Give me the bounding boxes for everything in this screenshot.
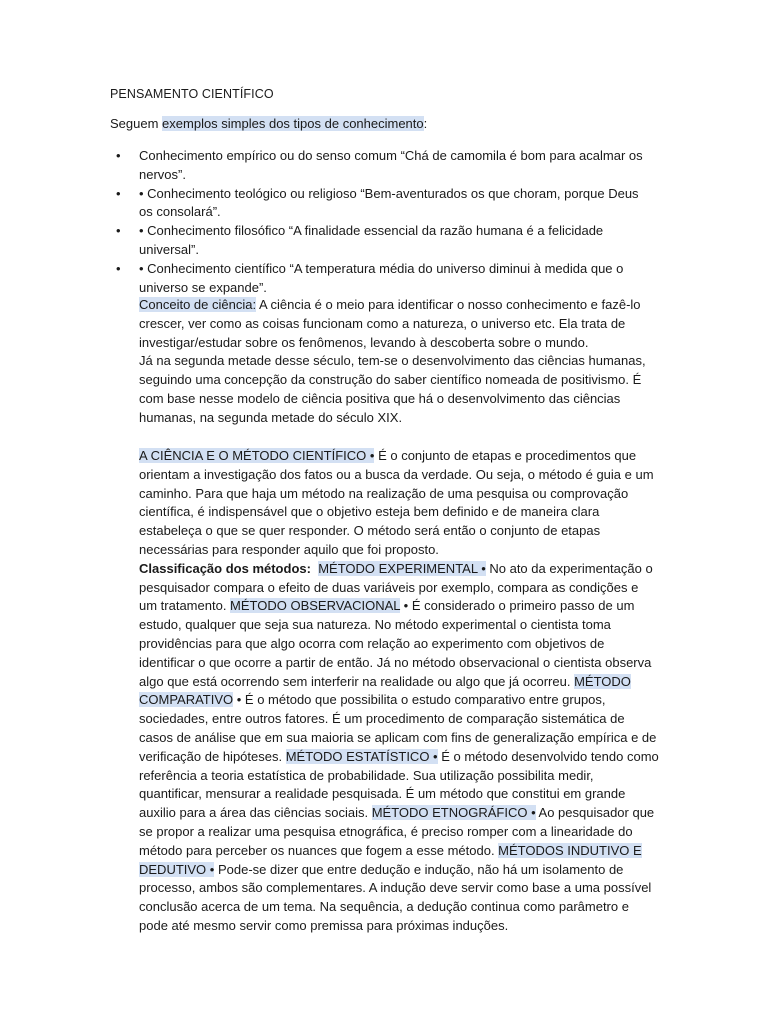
intro-before: Seguem (110, 116, 163, 131)
list-item: • • Conhecimento teológico ou religioso “Bem-aventurados os que choram, porque Deus os consolará”. (139, 185, 644, 223)
inductive-deductive-method-text: Pode-se dizer que entre dedução e indução, não há um isolamento de processo, ambos são complementares. A indução deve servir como base a uma possível conclusão acerca de um tema. Na sequência, a dedução continua como parâmetro e pode até mesmo servir como premissa para próximas induções. (139, 861, 652, 933)
scientific-method-paragraph (139, 447, 659, 936)
comparative-method-text: • É o método que possibilita o estudo comparativo entre grupos, sociedades, entre outros fatores. É um procedimento de comparação sistemática de casos de análise que em sua maioria se aplicam com fins de generalização empírica e de verificação de hipóteses. (139, 692, 657, 764)
ethnographic-method-label: MÉTODO ETNOGRÁFICO • (371, 805, 536, 821)
method-heading-text: É o conjunto de etapas e procedimentos que orientam a investigação dos fatos ou a busca da verdade. Ou seja, o método é guia e um caminho. Para que haja um método na realização de uma pesquisa ou comprovação científica, é indispensável que o objetivo esteja bem definido e de maneira clara estabeleça o que se quer responder. O método será então o conjunto de etapas necessárias para responder aquilo que foi proposto. (139, 448, 654, 557)
inductive-deductive-method-label: MÉTODOS INDUTIVO E DEDUTIVO • (139, 842, 642, 877)
method-heading: A CIÊNCIA E O MÉTODO CIENTÍFICO • (139, 448, 375, 463)
list-item: • • Conhecimento científico “A temperatura média do universo diminui à medida que o universo se expande”. (139, 260, 644, 298)
science-concept-label: Conceito de ciência: (139, 297, 257, 312)
classification-label: Classificação dos métodos: (139, 560, 311, 576)
intro-highlight: exemplos simples dos tipos de conhecimento (162, 116, 424, 131)
comparative-method-label: MÉTODO COMPARATIVO (139, 673, 631, 708)
intro-line (110, 115, 427, 134)
experimental-method-text: No ato da experimentação o pesquisador compara o efeito de duas variáveis por exemplo, compara as condições e um tratamento. (139, 560, 653, 614)
statistical-method-text: É o método desenvolvido tendo como referência a teoria estatística de probabilidade. Sua utilização possibilita medir, quantificar, mensurar a realidade pesquisada. É um método que constitui em grande auxilio para a área das ciências sociais. (139, 748, 659, 821)
experimental-method-label: MÉTODO EXPERIMENTAL • (318, 560, 486, 576)
science-concept-text: A ciência é o meio para identificar o nosso conhecimento e fazê-lo crescer, ver como as coisas funcionam como a natureza, o universo etc. Ela trata de investigar/estudar sobre os fenômenos, levando à descoberta sobre o mundo. (139, 297, 641, 350)
human-sciences-text: Já na segunda metade desse século, tem-se o desenvolvimento das ciências humanas, seguindo uma concepção da construção do saber científico nomeada de positivismo. É com base nesse modelo de ciência positiva que há o desenvolvimento das ciências humanas, na segunda metade do século XIX. (139, 353, 646, 425)
observational-method-text: • É considerado o primeiro passo de um estudo, qualquer que seja sua natureza. No método experimental o cientista toma providências para que algo ocorra com relação ao experimento com objetivos de identificar o que ocorre a partir de então. Já no método observacional o cientista observa algo que está ocorrendo sem interferir na realidade ou algo que já ocorreu. (139, 598, 652, 689)
document-title: PENSAMENTO CIENTÍFICO (110, 87, 274, 101)
list-item: • • Conhecimento filosófico “A finalidade essencial da razão humana é a felicidade universal”. (139, 222, 644, 260)
knowledge-list (139, 147, 644, 297)
list-item: • Conhecimento empírico ou do senso comum “Chá de camomila é bom para acalmar os nervos”. (139, 147, 644, 185)
observational-method-label: MÉTODO OBSERVACIONAL (230, 598, 401, 614)
science-concept-paragraph (139, 296, 659, 428)
statistical-method-label: MÉTODO ESTATÍSTICO • (285, 748, 438, 764)
intro-after: : (423, 116, 428, 131)
ethnographic-method-text: Ao pesquisador que se propor a realizar uma pesquisa etnográfica, é preciso romper com a linearidade do método para perceber os nuances que fogem a esse método. (139, 805, 655, 858)
